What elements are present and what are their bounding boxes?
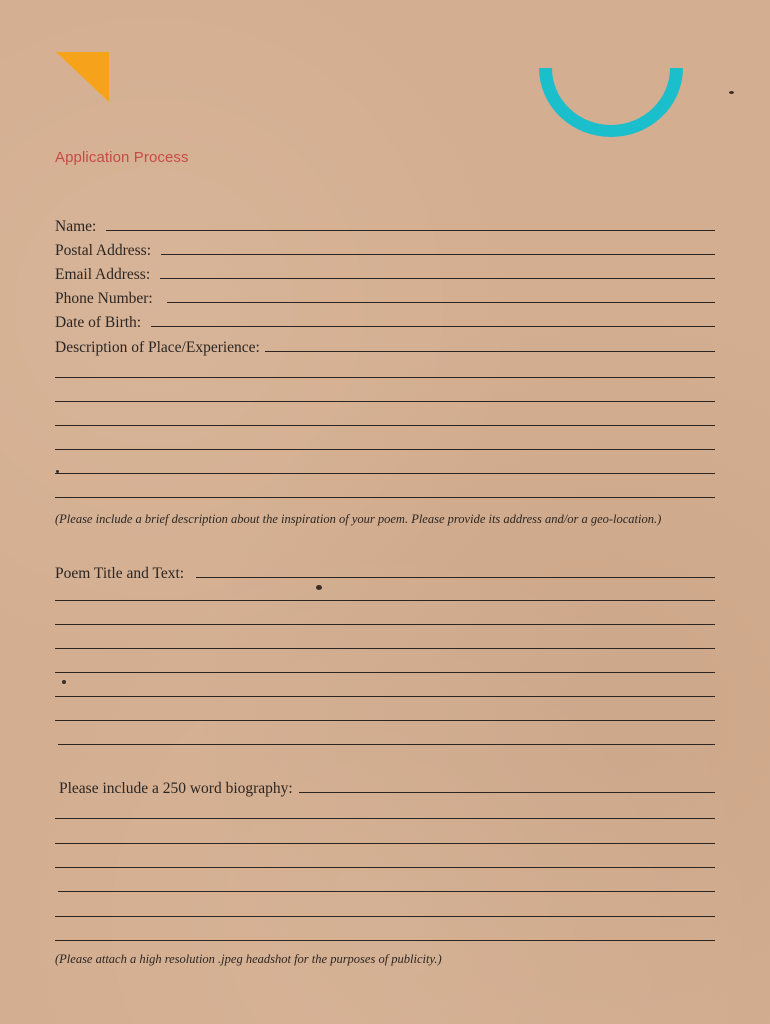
biography-writing-line[interactable] [55,818,715,819]
poem-input-line[interactable] [196,576,715,578]
description-writing-line[interactable] [55,497,715,498]
postal-address-label: Postal Address: [55,241,152,259]
description-note: (Please include a brief description about the inspiration of your poem. Please provide its address and/or a geo-location.) [55,512,662,526]
phone-number-label: Phone Number: [55,289,153,307]
page-title: Application Process [55,149,189,166]
poem-field[interactable] [55,560,715,582]
name-input-line[interactable] [106,229,715,231]
name-label: Name: [55,217,97,235]
poem-writing-line[interactable] [55,600,715,601]
biography-writing-line[interactable] [55,916,715,917]
poem-label: Poem Title and Text: [55,564,185,582]
poem-writing-line[interactable] [55,696,715,697]
biography-writing-line[interactable] [55,940,715,941]
biography-writing-line[interactable] [55,843,715,844]
poem-writing-line[interactable] [58,744,715,745]
description-input-line[interactable] [265,350,715,352]
biography-field[interactable] [59,775,715,797]
description-writing-line[interactable] [55,377,715,378]
biography-input-line[interactable] [299,791,715,793]
name-field[interactable] [55,213,715,235]
biography-writing-line[interactable] [55,867,715,868]
paper-speck [316,585,322,590]
biography-label: Please include a 250 word biography: [59,779,293,797]
description-writing-line[interactable] [55,473,715,474]
headshot-note: (Please attach a high resolution .jpeg headshot for the purposes of publicity.) [55,952,442,966]
paper-speck [56,470,59,473]
date-of-birth-input-line[interactable] [151,325,715,327]
paper-speck [62,680,66,684]
email-address-label: Email Address: [55,265,151,283]
orange-triangle-decoration [56,52,109,102]
postal-address-input-line[interactable] [161,253,715,255]
email-address-field[interactable] [55,261,715,283]
description-writing-line[interactable] [55,425,715,426]
phone-number-input-line[interactable] [167,301,715,303]
date-of-birth-field[interactable] [55,309,715,331]
description-label: Description of Place/Experience: [55,338,260,356]
description-writing-line[interactable] [55,449,715,450]
teal-arc-decoration [539,68,683,138]
description-field[interactable] [55,334,715,356]
paper-speck [729,91,734,94]
poem-writing-line[interactable] [55,624,715,625]
date-of-birth-label: Date of Birth: [55,313,142,331]
postal-address-field[interactable] [55,237,715,259]
poem-writing-line[interactable] [55,672,715,673]
poem-writing-line[interactable] [55,720,715,721]
poem-writing-line[interactable] [55,648,715,649]
biography-writing-line[interactable] [58,891,715,892]
phone-number-field[interactable] [55,285,715,307]
email-address-input-line[interactable] [160,277,715,279]
description-writing-line[interactable] [55,401,715,402]
